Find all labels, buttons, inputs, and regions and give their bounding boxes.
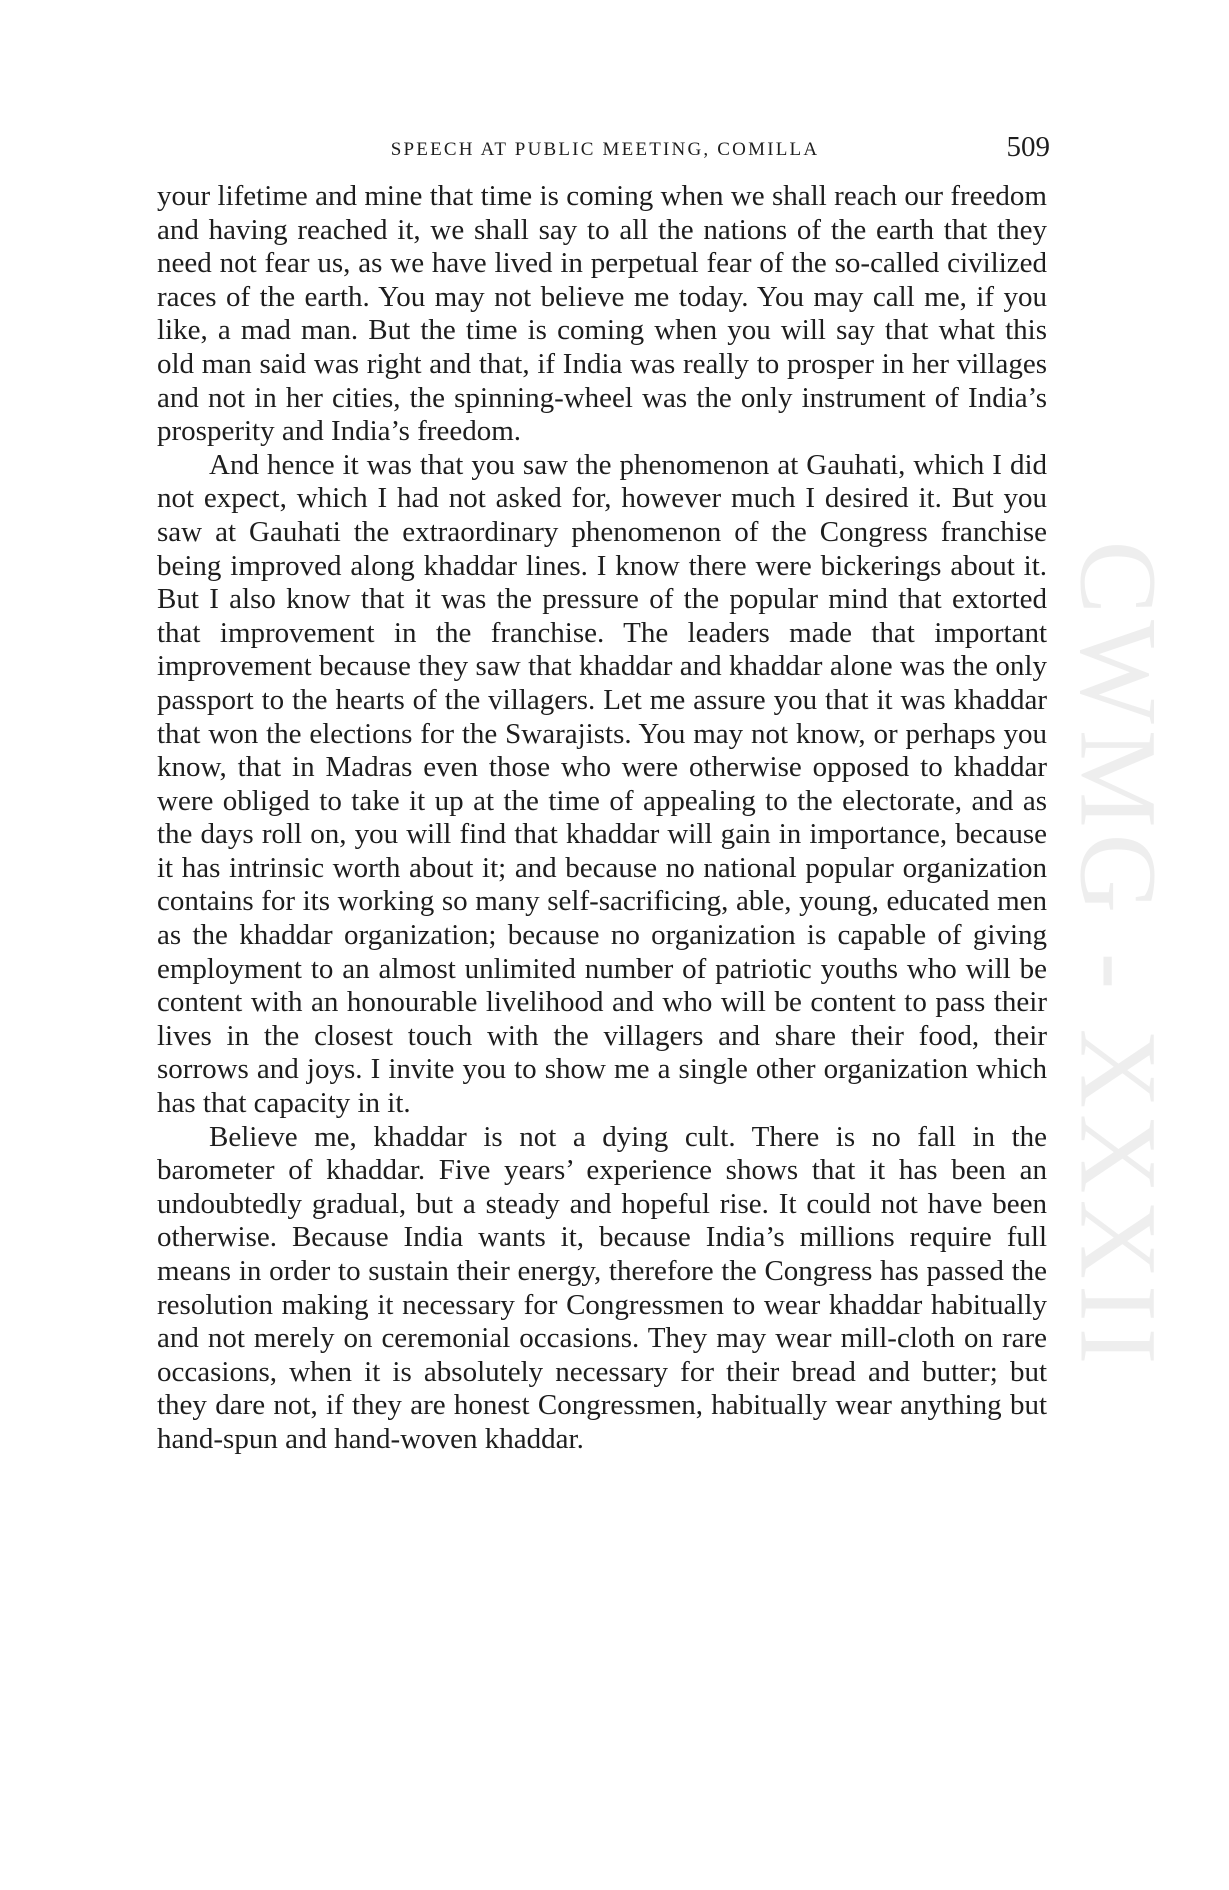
- running-header: [160, 131, 1050, 175]
- running-title: SPEECH AT PUBLIC MEETING, COMILLA: [390, 139, 820, 160]
- paragraph-3: Believe me, khaddar is not a dying cult. There is no fall in the barometer of khaddar. Five years’ experience shows that it has been an undoubtedly gradual, but a steady and hopeful rise. It could not have been otherwise. Because India wants it, because India’s millions require full means in order to sustain their energy, therefore the Congress has passed the resolution making it necessary for Congressmen to wear khaddar habitually and not merely on ceremonial occasions. They may wear mill-cloth on rare occasions, when it is absolutely necessary for their bread and butter; but they dare not, if they are honest Congressmen, habitually wear anything but hand-spun and hand-woven khaddar.: [157, 1120, 1047, 1455]
- watermark: [1057, 420, 1180, 1490]
- body-text: [157, 180, 1047, 1457]
- watermark-text: CWMG - XXXII: [1057, 540, 1180, 1370]
- page-number: 509: [1006, 131, 1050, 163]
- paragraph-1: your lifetime and mine that time is coming when we shall reach our freedom and having reached it, we shall say to all the nations of the earth that they need not fear us, as we have lived in perpetual fear of the so-called civilized races of the earth. You may not believe me today. You may call me, if you like, a mad man. But the time is coming when you will say that what this old man said was right and that, if India was really to prosper in her villages and not in her cities, the spinning-wheel was the only instrument of India’s prosperity and India’s freedom.: [157, 180, 1047, 448]
- paragraph-2: And hence it was that you saw the phenomenon at Gauhati, which I did not expect, which I had not asked for, however much I desired it. But you saw at Gauhati the extraordinary phenomenon of the Congress franchise being improved along khaddar lines. I know there were bickerings about it. But I also know that it was the pressure of the popular mind that extorted that improvement in the franchise. The leaders made that important improvement because they saw that khaddar and khaddar alone was the only passport to the hearts of the villagers. Let me assure you that it was khaddar that won the elections for the Swarajists. You may not know, or perhaps you know, that in Madras even those who were otherwise opposed to khaddar were obliged to take it up at the time of appealing to the electorate, and as the days roll on, you will find that khaddar will gain in importance, because it has intrinsic worth about it; and because no national popular organization contains for its working so many self-sacrificing, able, young, educated men as the khaddar organization; because no organization is capable of giving employment to an almost unlimited number of patriotic youths who will be content with an honourable livelihood and who will be content to pass their lives in the closest touch with the villagers and share their food, their sorrows and joys. I invite you to show me a single other organization which has that capacity in it.: [157, 448, 1047, 1120]
